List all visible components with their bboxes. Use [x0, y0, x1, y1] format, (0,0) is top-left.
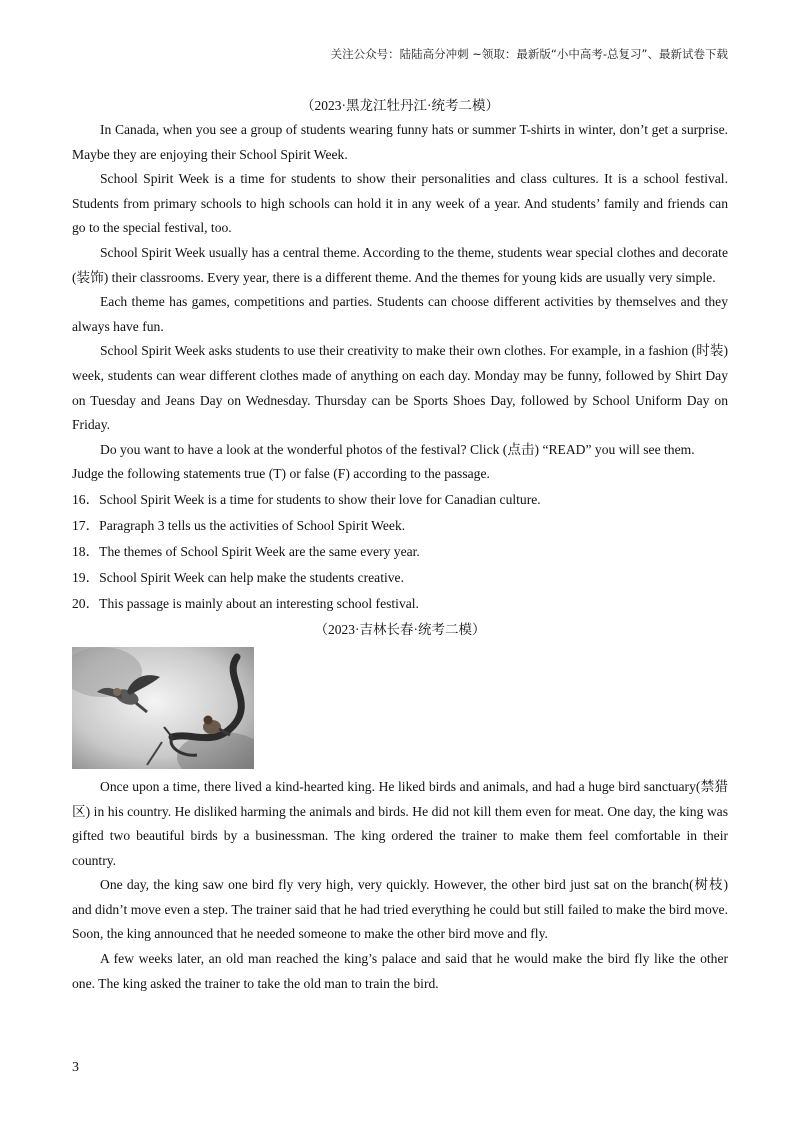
passage2-paragraph: One day, the king saw one bird fly very high, very quickly. However, the other bird just sat on the branch(树枝) and didn’t move even a step. The trainer said that he had tried everything he could but still failed to make the bird move. Soon, the king announced that he needed someone to make the other bird move and fly. — [72, 877, 728, 942]
passage1-paragraph: In Canada, when you see a group of students wearing funny hats or summer T-shirts in winter, don’t get a surprise. Maybe they are enjoying their School Spirit Week. — [72, 122, 728, 162]
question-16: 16．School Spirit Week is a time for students to show their love for Canadian culture. — [72, 491, 541, 507]
birds-photo — [72, 647, 254, 769]
passage1-paragraph: Each theme has games, competitions and parties. Students can choose different activities by themselves and they always have fun. — [72, 294, 728, 334]
page-number: 3 — [72, 1060, 79, 1075]
question-18: 18．The themes of School Spirit Week are the same every year. — [72, 543, 420, 559]
instruction: Judge the following statements true (T) or false (F) according to the passage. — [72, 466, 490, 482]
passage1-paragraph: School Spirit Week usually has a central theme. According to the theme, students wear special clothes and decorate (装饰) their classrooms. Every year, there is a different theme. And the themes for young kids are usually very simple. — [72, 244, 728, 285]
passage2-paragraph: A few weeks later, an old man reached the king’s palace and said that he would make the bird fly like the other one. The king asked the trainer to take the old man to train the bird. — [72, 951, 728, 991]
question-17: 17．Paragraph 3 tells us the activities of School Spirit Week. — [72, 517, 406, 533]
page-content — [72, 93, 728, 996]
page-header: 关注公众号：陆陆高分冲刺 ~领取：最新版“小中高考-总复习”、最新试卷下载 — [330, 47, 728, 61]
passage1-paragraph: School Spirit Week asks students to use their creativity to make their own clothes. For example, in a fashion (时装) week, students can wear different clothes made of anything on each day. Monday may be funny, followed by Shirt Day on Tuesday and Jeans Day on Wednesday. Thursday can be Sports Shoes Day, followed by School Uniform Day on Friday. — [72, 343, 728, 433]
passage2-source: （2023·吉林长春·统考二模） — [314, 621, 486, 637]
passage1-source: （2023·黑龙江牡丹江·统考二模） — [301, 98, 499, 113]
passage1-paragraph: School Spirit Week is a time for students to show their personalities and class cultures. It is a school festival. Students from primary schools to high schools can hold it in any week of a year. And students’ family and friends can go to the special festival, too. — [72, 171, 728, 236]
passage2-paragraph: Once upon a time, there lived a kind-hearted king. He liked birds and animals, and had a huge bird sanctuary(禁猎区) in his country. He disliked harming the animals and birds. He did not kill them even for meat. One day, the king was gifted two beautiful birds by a businessman. The king ordered the trainer to make them feel comfortable in their country. — [72, 778, 728, 868]
question-19: 19．School Spirit Week can help make the students creative. — [72, 569, 404, 585]
passage1-paragraph: Do you want to have a look at the wonderful photos of the festival? Click (点击) “READ” you will see them. — [100, 441, 695, 457]
question-20: 20．This passage is mainly about an interesting school festival. — [72, 595, 419, 611]
